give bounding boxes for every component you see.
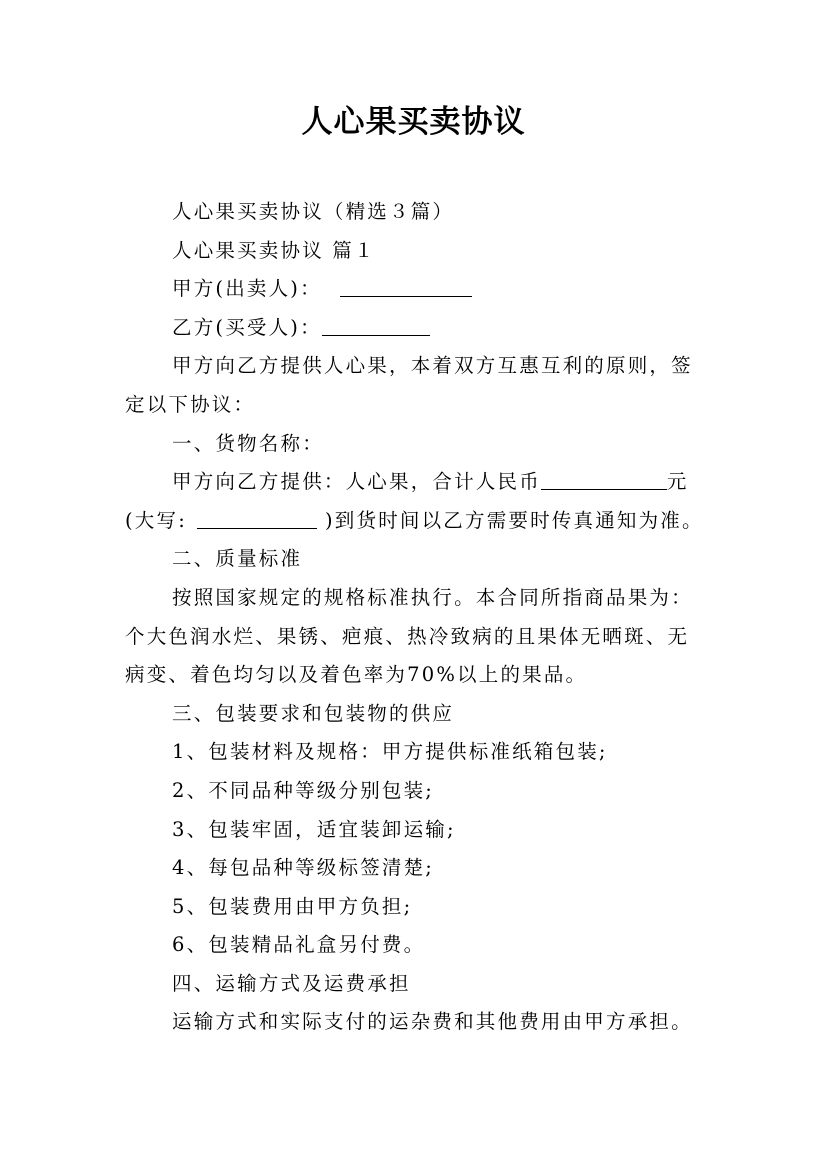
party-b-blank	[322, 313, 430, 336]
quality-line-2: 个大色润水烂、果锈、疤痕、热冷致病的且果体无晒斑、无	[125, 624, 690, 648]
amount-blank	[541, 467, 667, 490]
packaging-item-5: 5、包装费用由甲方负担;	[172, 894, 413, 918]
packaging-item-1: 1、包装材料及规格：甲方提供标准纸箱包装;	[172, 740, 608, 764]
heading-transport: 四、运输方式及运费承担	[172, 971, 411, 995]
transport-text: 运输方式和实际支付的运杂费和其他费用由甲方承担。	[172, 1010, 693, 1034]
capital-amount-blank	[197, 506, 317, 529]
party-a-blank	[340, 274, 472, 297]
subtitle: 人心果买卖协议（精选３篇）	[172, 200, 455, 223]
packaging-item-6: 6、包装精品礼盒另付费。	[172, 933, 426, 957]
party-a-line	[125, 270, 715, 309]
packaging-item-4: 4、每包品种等级标签清楚;	[172, 856, 435, 880]
goods-line-2	[125, 502, 715, 541]
party-b-label: 乙方(买受人)：	[172, 315, 322, 339]
intro-line-1: 甲方向乙方提供人心果，本着双方互惠互利的原则，签	[172, 354, 693, 378]
party-b-line	[125, 309, 715, 348]
quality-line-3: 病变、着色均匀以及着色率为70%以上的果品。	[125, 663, 588, 687]
goods-line-1	[125, 463, 715, 502]
quality-line-1: 按照国家规定的规格标准执行。本合同所指商品果为：	[172, 585, 693, 609]
packaging-item-2: 2、不同品种等级分别包装;	[172, 778, 435, 802]
heading-packaging: 三、包装要求和包装物的供应	[172, 701, 455, 725]
goods-rest: )到货时间以乙方需要时传真通知为准。	[324, 508, 704, 532]
party-a-label: 甲方(出卖人)：	[172, 277, 322, 301]
goods-capital-open: (大写:	[125, 508, 187, 532]
document-title: 人心果买卖协议	[301, 104, 526, 140]
packaging-item-3: 3、包装牢固，适宜装卸运输;	[172, 817, 456, 841]
document-body	[125, 193, 715, 1042]
heading-goods: 一、货物名称：	[172, 431, 324, 455]
goods-prefix: 甲方向乙方提供：人心果，合计人民币	[172, 470, 541, 494]
heading-quality: 二、质量标准	[172, 547, 303, 571]
goods-unit: 元	[666, 470, 689, 494]
intro-line-2: 定以下协议：	[125, 392, 256, 416]
section-heading: 人心果买卖协议 篇１	[172, 238, 376, 262]
